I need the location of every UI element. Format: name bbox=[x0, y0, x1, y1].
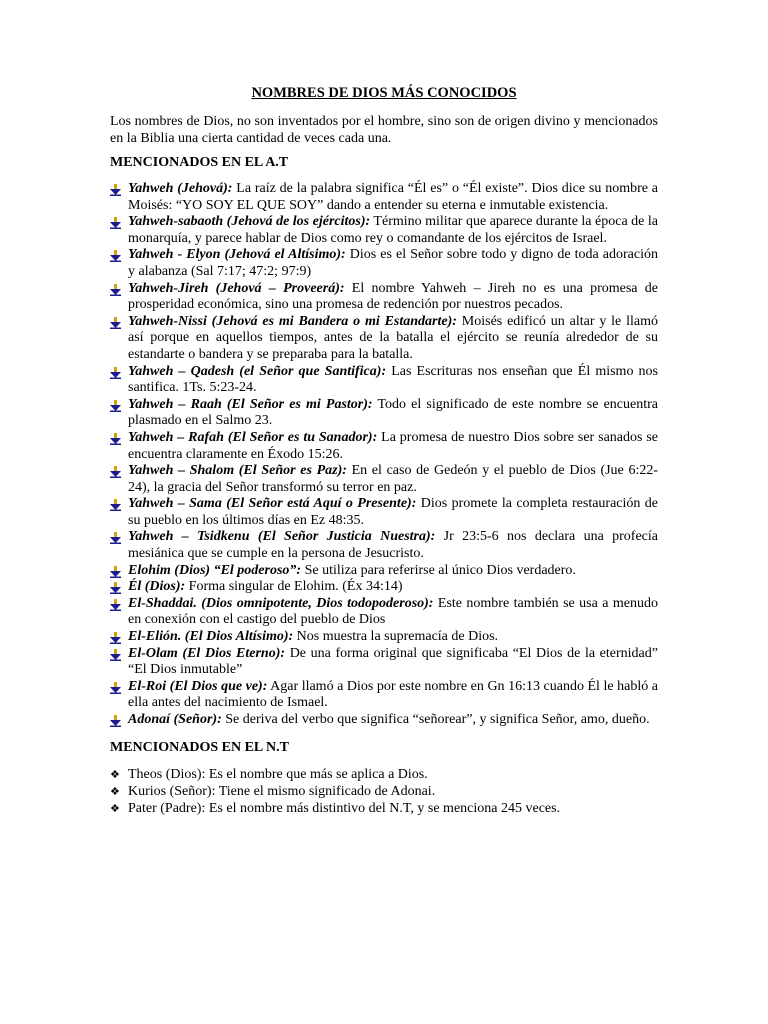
old-testament-list bbox=[110, 181, 658, 729]
old-testament-heading: MENCIONADOS EN EL A.T bbox=[110, 155, 289, 170]
arrow-down-bullet-icon bbox=[110, 599, 121, 611]
arrow-down-bullet-icon bbox=[110, 284, 121, 296]
old-testament-item bbox=[110, 563, 658, 580]
name-description: Agar llamó a Dios por este nombre en Gn 16:13 cuando Él le habló a ella antes del nacimiento de Ismael. bbox=[128, 678, 658, 711]
name-description: Moisés edificó un altar y le llamó así porque en aquellos tiempos, antes de la batalla el ejército se reunía alrededor de su estandarte o bandera y se preparaba para la batalla. bbox=[128, 313, 658, 362]
name-term: Él (Dios): bbox=[128, 579, 186, 595]
name-description: En el caso de Gedeón y el pueblo de Dios (Jue 6:22-24), la gracia del Señor transformó su terror en paz. bbox=[128, 463, 658, 495]
name-description: Todo el significado de este nombre se encuentra plasmado en el Salmo 23. bbox=[128, 396, 658, 429]
old-testament-item bbox=[110, 596, 658, 629]
name-term: Yahweh - Elyon (Jehová el Altísimo): bbox=[128, 247, 346, 263]
name-description: Forma singular de Elohim. (Éx 34:14) bbox=[185, 579, 403, 595]
name-description: Se utiliza para referirse al único Dios verdadero. bbox=[301, 562, 576, 578]
old-testament-item bbox=[110, 463, 658, 496]
old-testament-item bbox=[110, 364, 658, 397]
arrow-down-bullet-icon bbox=[110, 566, 121, 578]
name-description: Término militar que aparece durante la época de la monarquía, y parece hablar de Dios como rey o comandante de los ejércitos de Israel. bbox=[128, 214, 659, 246]
old-testament-item bbox=[110, 529, 658, 562]
new-testament-item bbox=[110, 767, 658, 784]
name-term: El-Olam (El Dios Eterno): bbox=[128, 645, 286, 661]
old-testament-item bbox=[110, 214, 658, 247]
old-testament-item bbox=[110, 496, 658, 529]
name-term: El-Shaddai. (Dios omnipotente, Dios todopoderoso): bbox=[128, 595, 434, 611]
name-term: Adonaí (Señor): bbox=[128, 712, 222, 727]
old-testament-item bbox=[110, 430, 658, 463]
name-term: El-Roi (El Dios que ve): bbox=[128, 678, 268, 694]
arrow-down-bullet-icon bbox=[110, 400, 121, 412]
arrow-down-bullet-icon bbox=[110, 682, 121, 694]
name-description: Theos (Dios): Es el nombre que más se aplica a Dios. bbox=[128, 767, 428, 782]
old-testament-item bbox=[110, 397, 658, 430]
name-description: Este nombre también se usa a menudo en conexión con el castigo del pueblo de Dios bbox=[128, 595, 658, 628]
name-description: De una forma original que significaba “El Dios de la eternidad” “El Dios inmutable” bbox=[128, 645, 658, 678]
old-testament-item bbox=[110, 629, 658, 646]
name-description: El nombre Yahweh – Jireh no es una promesa de prosperidad económica, sino una promesa de redención por nuestros pecados. bbox=[128, 280, 658, 313]
four-diamond-bullet-icon: ❖ bbox=[110, 802, 120, 815]
name-description: La raíz de la palabra significa “Él es” o “Él existe”. Dios dice su nombre a Moisés: “YO SOY EL QUE SOY” dando a entender su eterna e inmutable existencia. bbox=[128, 181, 659, 213]
name-description: Se deriva del verbo que significa “señorear”, y significa Señor, amo, dueño. bbox=[221, 712, 650, 727]
new-testament-item bbox=[110, 801, 658, 818]
name-description: Las Escrituras nos enseñan que Él mismo nos santifica. 1Ts. 5:23-24. bbox=[128, 363, 659, 396]
arrow-down-bullet-icon bbox=[110, 466, 121, 478]
name-term: Yahweh-Jireh (Jehová – Proveerá): bbox=[128, 280, 345, 296]
old-testament-item bbox=[110, 181, 658, 214]
arrow-down-bullet-icon bbox=[110, 649, 121, 661]
old-testament-item bbox=[110, 712, 658, 729]
old-testament-item bbox=[110, 679, 658, 712]
new-testament-heading: MENCIONADOS EN EL N.T bbox=[110, 740, 289, 755]
old-testament-item bbox=[110, 247, 658, 280]
page-title: NOMBRES DE DIOS MÁS CONOCIDOS bbox=[251, 85, 517, 101]
name-description: Pater (Padre): Es el nombre más distintivo del N.T, y se menciona 245 veces. bbox=[128, 800, 561, 816]
name-description: Jr 23:5-6 nos declara una profecía mesiánica que se cumple en la persona de Jesucristo. bbox=[128, 529, 658, 562]
name-term: Elohim (Dios) “El poderoso”: bbox=[128, 562, 302, 578]
intro-paragraph: Los nombres de Dios, no son inventados por el hombre, sino son de origen divino y mencionados en la Biblia una cierta cantidad de veces cada una. bbox=[110, 114, 658, 146]
arrow-down-bullet-icon bbox=[110, 715, 121, 727]
arrow-down-bullet-icon bbox=[110, 184, 121, 196]
old-testament-item bbox=[110, 579, 658, 596]
name-description: Kurios (Señor): Tiene el mismo significado de Adonai. bbox=[128, 783, 436, 799]
name-term: El-Elión. (El Dios Altísimo): bbox=[128, 629, 294, 645]
arrow-down-bullet-icon bbox=[110, 632, 121, 644]
name-term: Yahweh – Shalom (El Señor es Paz): bbox=[128, 463, 347, 479]
name-description: Nos muestra la supremacía de Dios. bbox=[293, 629, 499, 645]
name-term: Yahweh-sabaoth (Jehová de los ejércitos): bbox=[128, 214, 371, 230]
name-term: Yahweh – Sama (El Señor está Aquí o Presente): bbox=[128, 496, 417, 512]
old-testament-item bbox=[110, 646, 658, 679]
name-description: Dios es el Señor sobre todo y digno de toda adoración y alabanza (Sal 7:17; 47:2; 97:9) bbox=[128, 247, 658, 279]
arrow-down-bullet-icon bbox=[110, 367, 121, 379]
old-testament-item bbox=[110, 314, 658, 364]
new-testament-list bbox=[110, 767, 658, 817]
arrow-down-bullet-icon bbox=[110, 433, 121, 445]
arrow-down-bullet-icon bbox=[110, 582, 121, 594]
name-description: La promesa de nuestro Dios sobre ser sanados se encuentra claramente en Éxodo 15:26. bbox=[128, 429, 658, 462]
name-term: Yahweh – Rafah (El Señor es tu Sanador): bbox=[128, 429, 378, 445]
name-term: Yahweh – Tsidkenu (El Señor Justicia Nuestra): bbox=[128, 529, 436, 545]
name-description: Dios promete la completa restauración de su pueblo en los últimos días en Ez 48:35. bbox=[128, 496, 659, 528]
name-term: Yahweh – Raah (El Señor es mi Pastor): bbox=[128, 396, 373, 412]
four-diamond-bullet-icon: ❖ bbox=[110, 785, 120, 798]
arrow-down-bullet-icon bbox=[110, 499, 121, 511]
four-diamond-bullet-icon: ❖ bbox=[110, 769, 120, 781]
new-testament-item bbox=[110, 784, 658, 801]
arrow-down-bullet-icon bbox=[110, 532, 121, 544]
name-term: Yahweh – Qadesh (el Señor que Santifica): bbox=[128, 363, 387, 379]
old-testament-item bbox=[110, 281, 658, 314]
name-term: Yahweh-Nissi (Jehová es mi Bandera o mi Estandarte): bbox=[128, 313, 457, 329]
arrow-down-bullet-icon bbox=[110, 250, 121, 262]
arrow-down-bullet-icon bbox=[110, 317, 121, 329]
arrow-down-bullet-icon bbox=[110, 217, 121, 229]
name-term: Yahweh (Jehová): bbox=[128, 181, 233, 196]
